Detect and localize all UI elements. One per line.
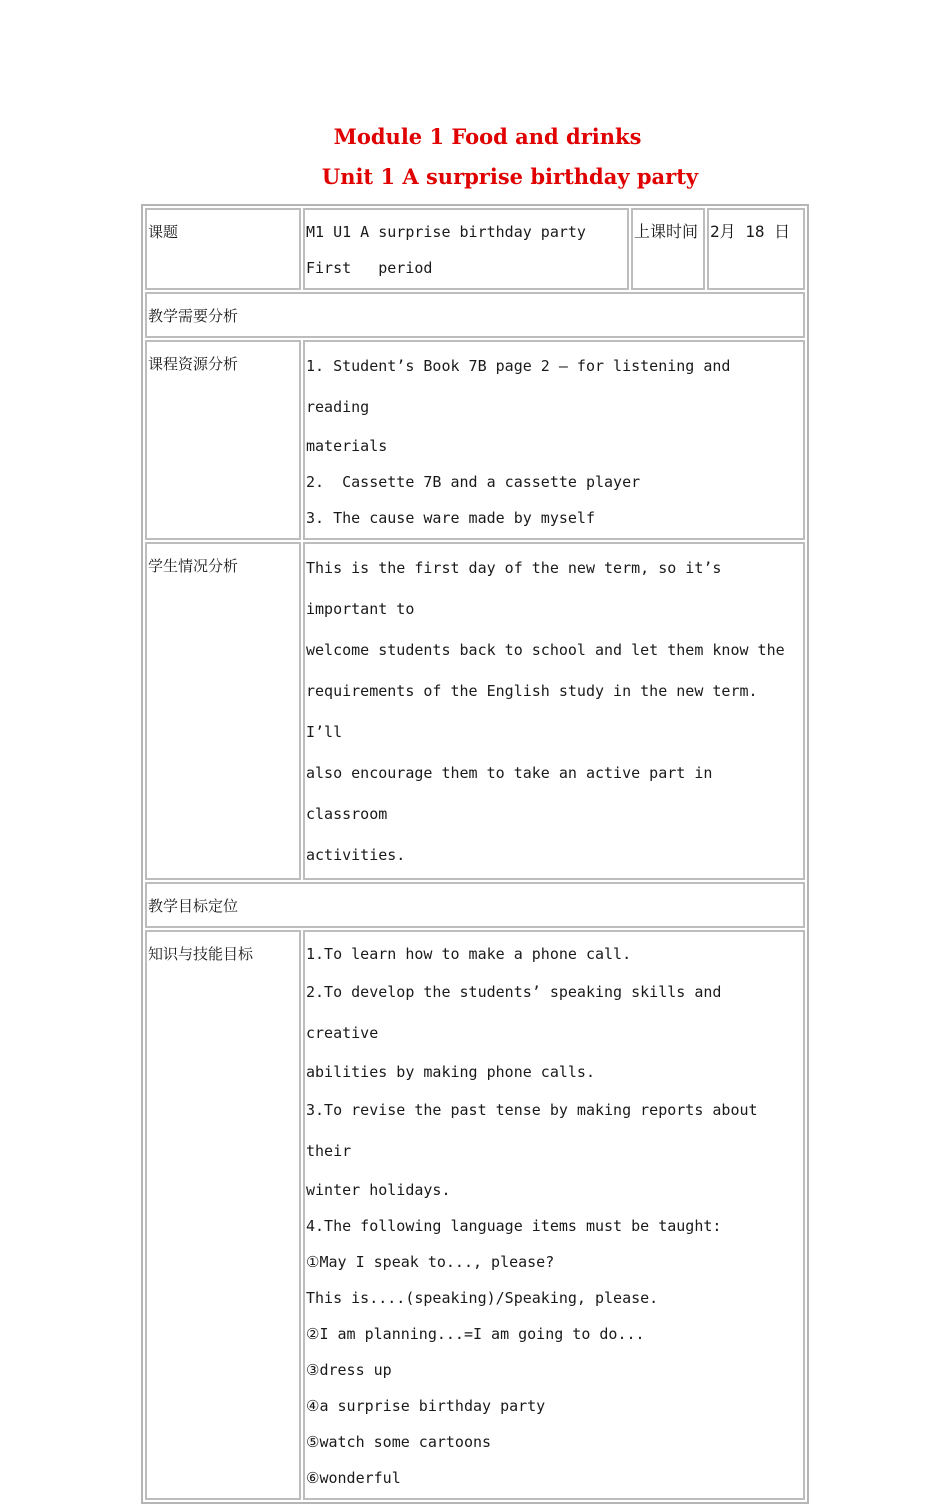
resources-item: 3. The cause ware made by myself: [306, 509, 595, 527]
table-row: [145, 292, 805, 338]
date-value: 2月 18 日: [707, 208, 805, 290]
resources-item: materials: [306, 437, 388, 455]
students-line: also encourage them to take an active part in classroom: [306, 764, 722, 823]
language-item: This is....(speaking)/Speaking, please.: [306, 1289, 659, 1307]
language-item: ①May I speak to..., please?: [306, 1253, 555, 1271]
resources-item: 2. Cassette 7B and a cassette player: [306, 473, 641, 491]
students-label: 学生情况分析: [145, 542, 301, 880]
language-item: ⑤watch some cartoons: [306, 1433, 492, 1451]
topic-cell: [303, 208, 629, 290]
students-cell: [303, 542, 805, 880]
language-item: ⑥wonderful: [306, 1469, 401, 1487]
table-row: [145, 882, 805, 928]
resources-cell: [303, 340, 805, 540]
lesson-plan-table: [141, 204, 809, 1504]
knowledge-item: 3.To revise the past tense by making reports about their: [306, 1101, 758, 1160]
table-row: [145, 340, 805, 540]
topic-line: M1 U1 A surprise birthday party: [306, 223, 586, 241]
students-line: welcome students back to school and let them know the: [306, 641, 785, 659]
resources-label: 课程资源分析: [145, 340, 301, 540]
knowledge-item: 2.To develop the students’ speaking skills and creative: [306, 983, 722, 1042]
knowledge-cell: [303, 930, 805, 1500]
students-line: activities.: [306, 846, 406, 864]
resources-item: 1. Student’s Book 7B page 2 – for listening and reading: [306, 357, 731, 416]
knowledge-item: 1.To learn how to make a phone call.: [306, 945, 632, 963]
table-row: [145, 930, 805, 1500]
knowledge-label: 知识与技能目标: [145, 930, 301, 1500]
language-item: ③dress up: [306, 1361, 392, 1379]
table-row: [145, 208, 805, 290]
knowledge-item: winter holidays.: [306, 1181, 451, 1199]
language-item: ④a surprise birthday party: [306, 1397, 546, 1415]
table-row: [145, 542, 805, 880]
objectives-label: 教学目标定位: [145, 882, 805, 928]
students-line: requirements of the English study in the new term. I’ll: [306, 682, 767, 741]
students-line: This is the first day of the new term, so it’s important to: [306, 559, 731, 618]
needs-analysis-label: 教学需要分析: [145, 292, 805, 338]
module-title: Module 1 Food and drinks: [333, 124, 642, 149]
language-item: ②I am planning...=I am going to do...: [306, 1325, 645, 1343]
period-line: First period: [306, 259, 433, 277]
topic-label: 课题: [145, 208, 301, 290]
time-label: 上课时间: [631, 208, 705, 290]
unit-title: Unit 1 A surprise birthday party: [321, 164, 699, 189]
knowledge-item: 4.The following language items must be taught:: [306, 1217, 722, 1235]
knowledge-item: abilities by making phone calls.: [306, 1063, 595, 1081]
